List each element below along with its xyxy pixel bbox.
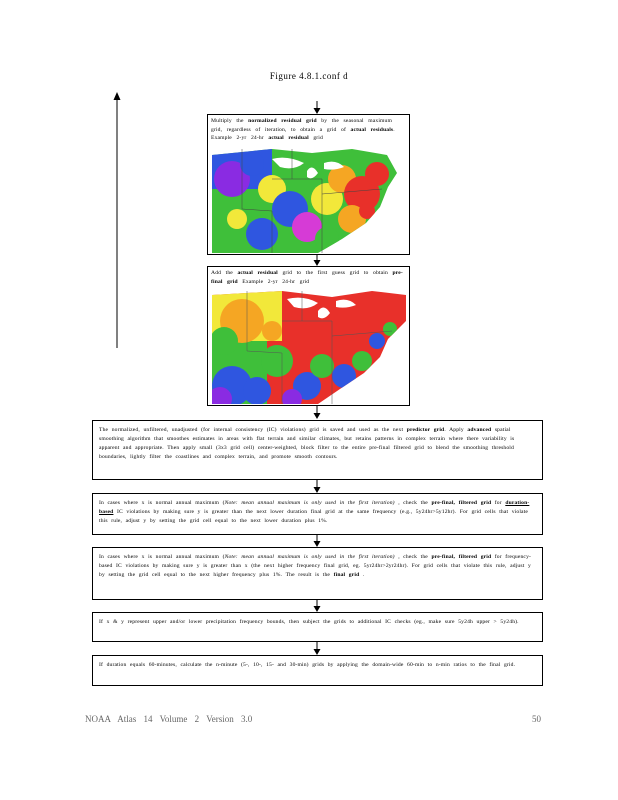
actual-residual-map (212, 149, 406, 253)
map2-caption: Add the actual residual grid to the first guess grid to obtain pre-final grid Example 2-yr 24-hr grid (211, 270, 403, 285)
smoothing-step-box (92, 420, 543, 480)
frequency-ic-check-text: In cases where x is normal annual maximum (Note: mean annual maximum is only used in the first iteration) , check the pre-final, filtered grid for frequency-based IC violations by making sure y is greater than x (the next higher frequency final grid, eg. 5yr24hr>2yr24hr). For grid cells that violate this rule, adjust y by setting the grid cell equal to the next higher frequency plus 1%. The result is the final grid . (99, 554, 532, 578)
down-arrow-icon (312, 534, 322, 548)
frequency-ic-check-box (92, 547, 543, 600)
page-number: 50 (532, 714, 541, 724)
footer-document-title: NOAA Atlas 14 Volume 2 Version 3.0 (85, 714, 253, 724)
n-minute-grids-box (92, 655, 543, 686)
map-panel-pre-final (207, 266, 410, 406)
down-arrow-icon (312, 253, 322, 267)
down-arrow-icon (312, 640, 322, 656)
map-panel-actual-residual (207, 114, 410, 255)
map1-caption: Multiply the normalized residual grid by the seasonal maximum grid, regardless of iteration, to obtain a grid of actual residuals. Example 2-yr 24-hr actual residual grid (211, 118, 395, 141)
duration-ic-check-text: In cases where x is normal annual maximum (Note: mean annual maximum is only used in the first iteration) , check the pre-final, filtered grid for duration-based IC violations by making sure y is greater than the next lower duration final grid at the same frequency (e.g., 5y24hr>5y12hr). For grid cells that violate this rule, adjust y by setting the grid cell equal to the next lower duration plus 1%. (99, 500, 530, 524)
down-arrow-icon (312, 404, 322, 420)
down-arrow-icon (312, 480, 322, 494)
smoothing-step-text: The normalized, unfiltered, unadjusted (for internal consistency (IC) violations) grid is saved and used as the next predictor grid. Apply advanced spatial smoothing algorithm that smoothes estimates in areas with flat terrain and similar climates, but retains patterns in complex terrain where there variability is apparent and appropriate. Then apply small (3x3 grid cell) center-weighted, block filter to the entire pre-final filtered grid to blend the smoothing threshold boundaries, lightly filter the coastlines and complex terrain, and promote smooth contours. (99, 427, 515, 460)
down-arrow-icon (312, 101, 322, 115)
duration-ic-check-box (92, 493, 543, 535)
upward-arrow-icon (110, 92, 124, 350)
n-minute-grids-text: If duration equals 60-minutes, calculate the n-minute (5-, 10-, 15- and 30-min) grids by applying the domain-wide 60-min to n-min ratios to the final grid. (99, 662, 516, 668)
bounds-check-text: If x & y represent upper and/or lower precipitation frequency bounds, then subject the grids to additional IC checks (eg., make sure 5y24h upper > 5y24h). (99, 619, 519, 625)
pre-final-grid-map (212, 291, 406, 404)
down-arrow-icon (312, 599, 322, 613)
figure-title: Figure 4.8.1.conf d (269, 71, 349, 81)
bounds-check-box (92, 612, 543, 642)
